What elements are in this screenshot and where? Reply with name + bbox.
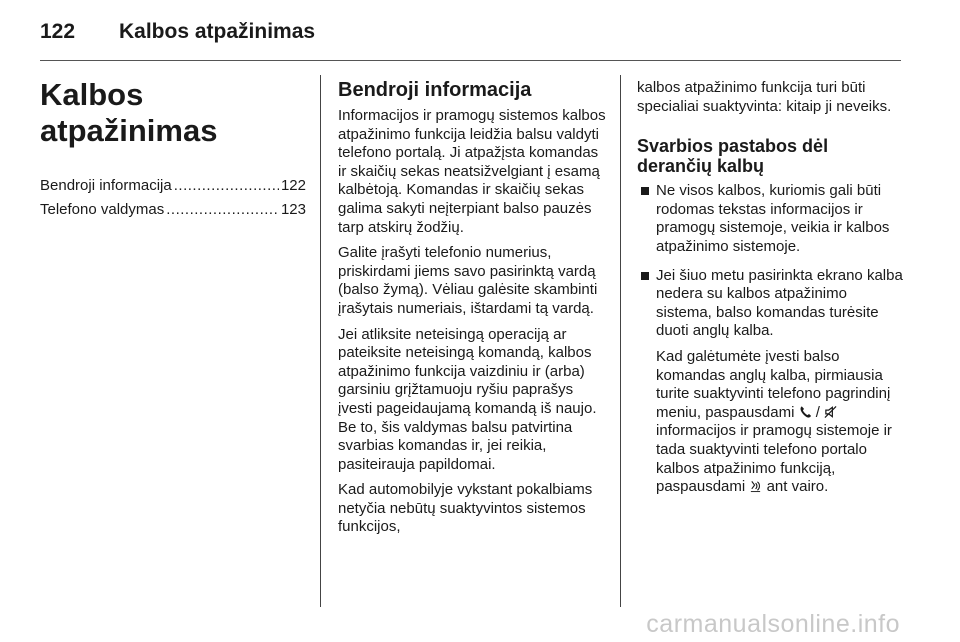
watermark: carmanualsonline.info [646,610,900,638]
continued-paragraph: kalbos atpažinimo funkcija turi būti specialiai suaktyvinta: kitaip ji neveiks. [637,79,892,115]
note-text: ant vairo. [766,478,829,496]
paragraph: Jei atliksite neteisingą operaciją ar pateiksite neteisingą komandą, kalbos atpažinimo funkcija vaizdiniu ir (arba) garsiniu grįžtamuoju ryšiu paprašys įvesti pageidaujamą komandą iš naujo. Be to, šis valdymas balsu patvirtina svarbias komandas ir, jei reikia, pasiteirauja papildomai. [338,325,597,473]
paragraph: Informacijos ir pramogų sistemos kalbos atpažinimo funkcija leidžia balsu valdyti telefono portalą. Ji atpažįsta komandas ir skaičių sekas neatsižvelgiant į esamą kalbėtoją. Komandas ir skaičių sekas galima sakyti neįterpiant balso pauzės tarp atskirų žodžių. [338,107,606,236]
subsection-heading: Svarbios pastabos dėl derančių kalbų [637,136,829,177]
icon-separator: / [815,403,820,421]
column-divider-1 [320,75,321,607]
running-header-title: Kalbos atpažinimas [119,20,316,43]
list-item-text: Ne visos kalbos, kuriomis gali būti rodomas tekstas informacijos ir pramogų sistemoje, veikia ir kalbos atpažinimo sistemoje. [656,182,890,255]
section-heading: Bendroji informacija [338,79,532,101]
list-item [637,267,905,497]
note-text: informacijos ir pramogų sistemoje ir tada suaktyvinti telefono portalo kalbos atpažinimo funkciją, paspausdami [656,422,892,496]
toc-leader-dots [174,177,279,196]
toc-leader-dots [166,201,279,220]
toc-entry-page: 123 [280,201,306,218]
square-bullet-icon [641,272,649,280]
bullet-list [637,182,905,497]
toc-entry[interactable] [40,177,306,201]
voice-control-icon [749,479,762,493]
paragraph: Galite įrašyti telefonio numerius, priskirdami jiems savo pasirinktą vardą (balso žymą). Vėliau galėsite skambinti įrašytais numeriais, ištardami tą vardą. [338,244,598,317]
toc-entry[interactable] [40,201,306,225]
header-divider [40,60,901,61]
column-divider-2 [620,75,621,607]
square-bullet-icon [641,187,649,195]
general-info-column [338,79,606,544]
toc-column [40,77,306,225]
list-item [637,182,905,256]
list-item-text: Jei šiuo metu pasirinkta ekrano kalba nedera su kalbos atpažinimo sistema, balso komandas turėsite duoti anglų kalba. [656,266,903,340]
page-header [40,14,900,50]
toc-entry-label: Bendroji informacija [40,177,172,194]
phone-icon [799,405,812,419]
paragraph: Kad automobilyje vykstant pokalbiams netyčia nebūtų suaktyvintos sistemos funkcijos, [338,481,593,536]
toc-entry-page: 122 [280,177,306,194]
chapter-title: Kalbos atpažinimas [40,77,218,148]
toc-entry-label: Telefono valdymas [40,201,165,218]
note-text: Kad galėtumėte įvesti balso komandas anglų kalba, pirmiausia turite suaktyvinti telefono pagrindinį meniu, paspausdami [656,347,891,421]
voice-mute-icon [824,405,837,419]
language-notes-column [637,79,905,507]
list-item-note [656,348,905,497]
page-number: 122 [40,20,76,43]
